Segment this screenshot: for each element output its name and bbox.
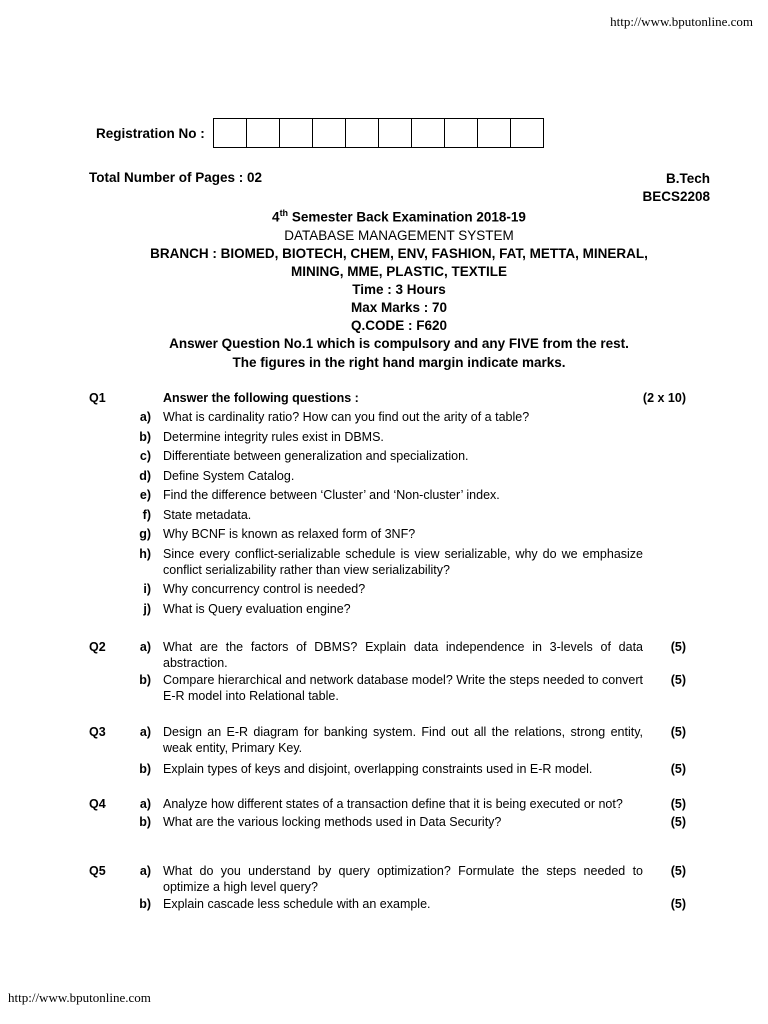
question-number: Q1	[89, 391, 106, 405]
question-marks: (2 x 10)	[642, 391, 686, 405]
registration-box	[214, 119, 247, 147]
branch-line-2: MINING, MME, PLASTIC, TEXTILE	[291, 263, 507, 279]
list-item: j) What is Query evaluation engine?	[143, 601, 351, 616]
total-pages: Total Number of Pages : 02	[89, 170, 263, 185]
registration-boxes	[213, 118, 544, 148]
list-item: g) Why BCNF is known as relaxed form of 3NF?	[139, 527, 416, 541]
list-item: d) Define System Catalog.	[139, 468, 295, 483]
course-code: BECS2208	[642, 189, 710, 204]
instruction-line-1: Answer Question No.1 which is compulsory and any FIVE from the rest.	[169, 336, 629, 351]
subject-title: DATABASE MANAGEMENT SYSTEM	[284, 227, 514, 243]
list-item: e) Find the difference between ‘Cluster’ and ‘Non-cluster’ index.	[139, 488, 500, 502]
source-url-bottom[interactable]: http://www.bputonline.com	[8, 990, 151, 1005]
question-3	[89, 724, 714, 777]
question-1	[89, 390, 714, 620]
registration-box	[346, 119, 379, 147]
list-item: f) State metadata.	[142, 507, 252, 522]
list-item: a) What is cardinality ratio? How can you find out the arity of a table?	[139, 410, 530, 424]
question-part: b) Explain cascade less schedule with an example. (5)	[139, 897, 686, 911]
question-part: Q5 a) What do you understand by query optimization? Formulate the steps needed to optimize a high level query? (5)	[89, 864, 686, 894]
question-5	[89, 863, 714, 912]
registration-field	[96, 118, 544, 148]
degree: B.Tech	[665, 171, 710, 186]
exam-time: Time : 3 Hours	[352, 281, 446, 297]
branch-line-1: BRANCH : BIOMED, BIOTECH, CHEM, ENV, FASHION, FAT, METTA, MINERAL,	[150, 245, 648, 261]
list-item: i) Why concurrency control is needed?	[143, 582, 366, 596]
question-part: Q4 a) Analyze how different states of a transaction define that it is being executed or not? (5)	[89, 797, 686, 811]
list-item: b) Determine integrity rules exist in DBMS.	[139, 429, 384, 444]
instruction-line-2: The figures in the right hand margin indicate marks.	[232, 355, 566, 370]
registration-label: Registration No :	[96, 125, 205, 141]
question-2	[89, 639, 714, 704]
question-part: Q3 a) Design an E-R diagram for banking system. Find out all the relations, strong entity, weak entity, Primary Key. (5)	[89, 725, 686, 755]
registration-box	[313, 119, 346, 147]
instructions	[89, 334, 709, 372]
question-part: Q2 a) What are the factors of DBMS? Explain data independence in 3-levels of data abstraction. (5)	[89, 640, 686, 670]
source-url-top[interactable]: http://www.bputonline.com	[610, 14, 753, 29]
registration-box	[511, 119, 543, 147]
registration-box	[379, 119, 412, 147]
exam-header	[89, 204, 709, 335]
list-item: c) Differentiate between generalization and specialization.	[139, 449, 469, 463]
registration-box	[478, 119, 511, 147]
course-meta	[642, 170, 710, 206]
question-part: b) Compare hierarchical and network database model? Write the steps needed to convert E-R model into Relational table. (5)	[139, 673, 686, 703]
registration-box	[445, 119, 478, 147]
question-4	[89, 796, 714, 830]
list-item: h) Since every conflict-serializable schedule is view serializable, why do we emphasize conflict serializability rather than view serializability?	[139, 546, 643, 577]
registration-box	[247, 119, 280, 147]
max-marks: Max Marks : 70	[350, 299, 448, 315]
question-title: Answer the following questions :	[163, 391, 359, 405]
semester-line: 4th Semester Back Examination 2018-19	[272, 208, 526, 225]
question-part: b) What are the various locking methods used in Data Security? (5)	[139, 815, 686, 829]
registration-box	[280, 119, 313, 147]
registration-box	[412, 119, 445, 147]
question-part: b) Explain types of keys and disjoint, overlapping constraints used in E-R model. (5)	[139, 762, 686, 776]
question-code: Q.CODE : F620	[350, 317, 448, 333]
